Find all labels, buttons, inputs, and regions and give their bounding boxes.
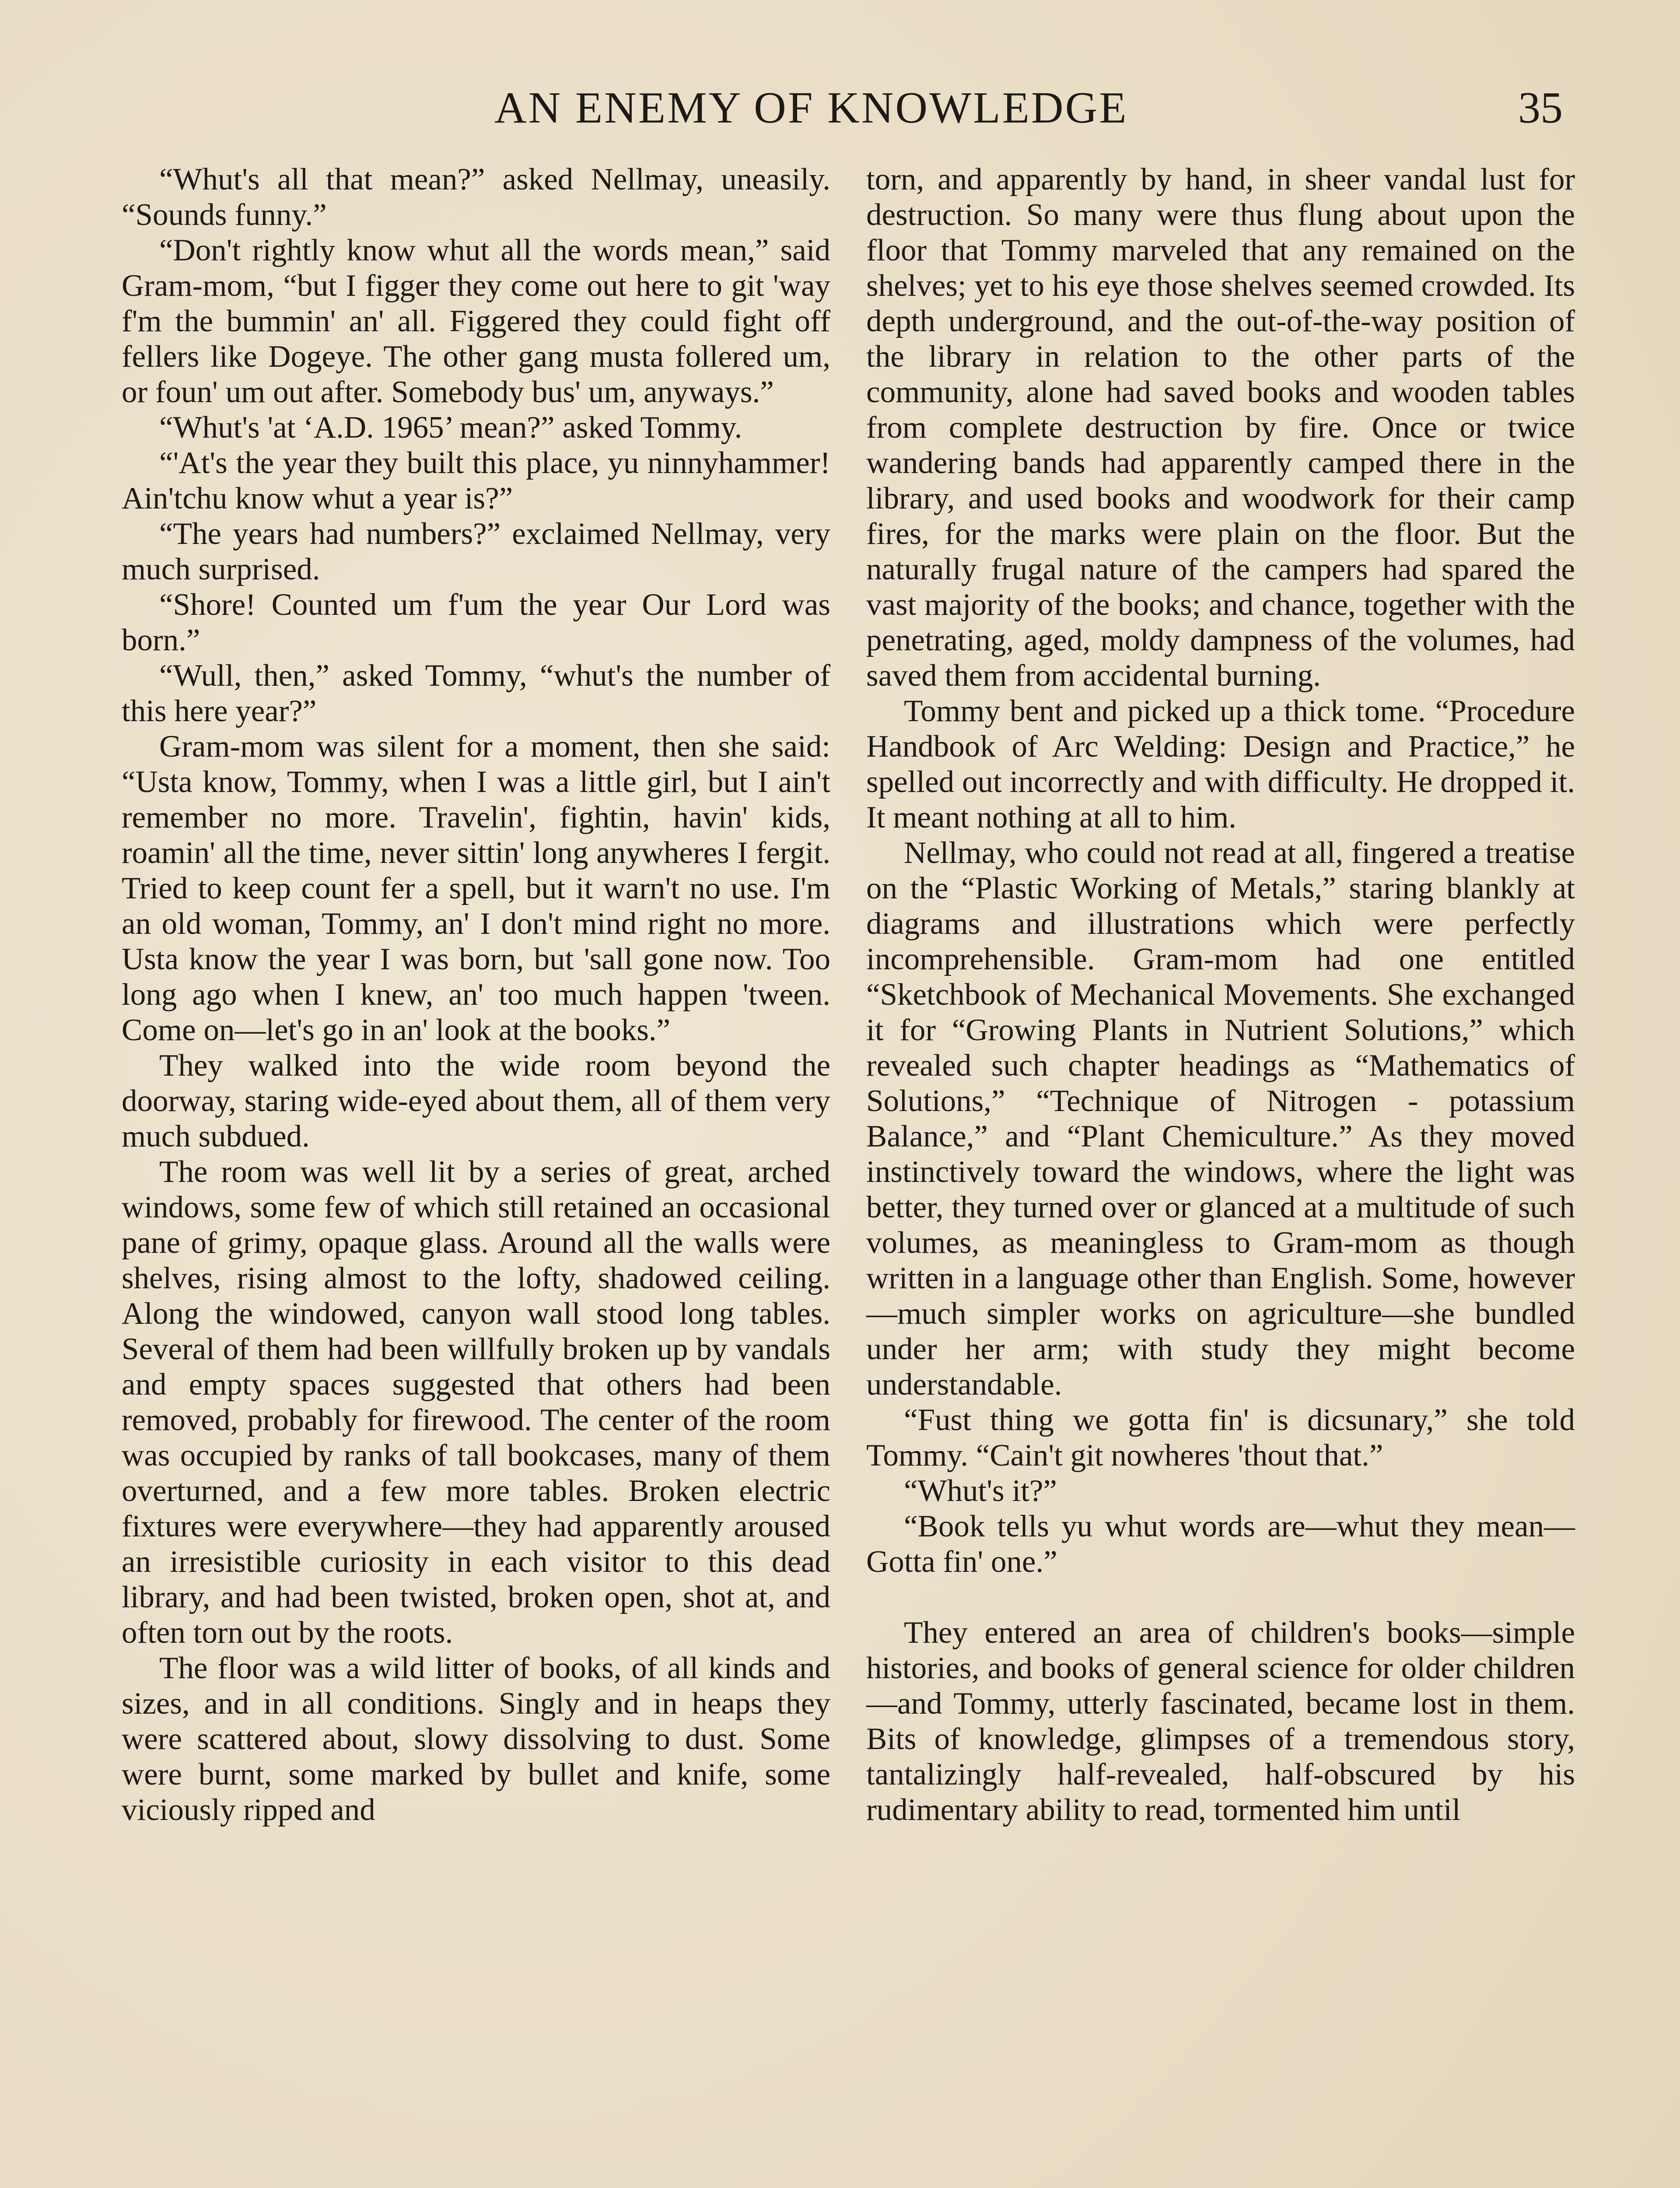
paragraph: torn, and apparently by hand, in sheer vandal lust for destruction. So many were thus flung about upon the floor that Tommy marveled that any remained on the shelves; yet to his eye those shelves seemed crowded. Its depth underground, and the out-of-the-way position of the library in relation to the other parts of the community, alone had saved books and wooden tables from complete destruction by fire. Once or twice wandering bands had apparently camped there in the library, and used books and woodwork for their camp fires, for the marks were plain on the floor. But the naturally frugal nature of the campers had spared the vast majority of the books; and chance, together with the penetrating, aged, moldy dampness of the volumes, had saved them from accidental burning. xyxy=(866,162,1575,693)
left-column xyxy=(122,162,830,1828)
paragraph: “Don't rightly know whut all the words mean,” said Gram-mom, “but I figger they come out here to git 'way f'm the bummin' an' all. Figgered they could fight off fellers like Dogeye. The other gang musta follered um, or foun' um out after. Somebody bus' um, anyways.” xyxy=(122,233,830,409)
paragraph: “'At's the year they built this place, yu ninnyhammer! Ain'tchu know whut a year is?” xyxy=(122,446,830,515)
paragraph: Nellmay, who could not read at all, fingered a treatise on the “Plastic Working of Metals,” staring blankly at diagrams and illustrations which were perfectly incomprehensible. Gram-mom had one entitled “Sketchbook of Mechanical Movements. She exchanged it for “Growing Plants in Nutrient Solutions,” which revealed such chapter headings as “Mathematics of Solutions,” “Technique of Nitrogen - potassium Balance,” and “Plant Chemiculture.” As they moved instinctively toward the windows, where the light was better, they turned over or glanced at a multitude of such volumes, as meaningless to Gram-mom as though written in a language other than English. Some, however—much simpler works on agriculture—she bundled under her arm; with study they might become understandable. xyxy=(866,836,1575,1402)
paragraph: They walked into the wide room beyond the doorway, staring wide-eyed about them, all of them very much subdued. xyxy=(122,1048,830,1154)
paragraph: “Fust thing we gotta fin' is dicsunary,” she told Tommy. “Cain't git nowheres 'thout that.” xyxy=(866,1403,1575,1473)
paragraph: The floor was a wild litter of books, of all kinds and sizes, and in all conditions. Singly and in heaps they were scattered about, slowy dissolving to dust. Some were burnt, some marked by bullet and knife, some viciously ripped and xyxy=(122,1651,830,1827)
paragraph: “Shore! Counted um f'um the year Our Lord was born.” xyxy=(122,588,830,657)
paragraph: They entered an area of children's books—simple histories, and books of general science for older children—and Tommy, utterly fascinated, became lost in them. Bits of knowledge, glimpses of a tremendous story, tantalizingly half-revealed, half-obscured by his rudimentary ability to read, tormented him until xyxy=(866,1616,1575,1827)
paragraph: “Whut's all that mean?” asked Nellmay, uneasily. “Sounds funny.” xyxy=(122,162,830,232)
paragraph: The room was well lit by a series of great, arched windows, some few of which still retained an occasional pane of grimy, opaque glass. Around all the walls were shelves, rising almost to the lofty, shadowed ceiling. Along the windowed, canyon wall stood long tables. Several of them had been willfully broken up by vandals and empty spaces suggested that others had been removed, probably for firewood. The center of the room was occupied by ranks of tall bookcases, many of them overturned, and a few more tables. Broken electric fixtures were everywhere—they had apparently aroused an irresistible curiosity in each visitor to this dead library, and had been twisted, broken open, shot at, and often torn out by the roots. xyxy=(122,1155,830,1650)
right-column xyxy=(866,162,1575,1828)
running-header xyxy=(0,83,1680,143)
paragraph: Tommy bent and picked up a thick tome. “Procedure Handbook of Arc Welding: Design and Practice,” he spelled out incorrectly and with difficulty. He dropped it. It meant nothing at all to him. xyxy=(866,694,1575,835)
running-title: AN ENEMY OF KNOWLEDGE xyxy=(494,83,1128,133)
paragraph: “The years had numbers?” exclaimed Nellmay, very much surprised. xyxy=(122,517,830,586)
paragraph: “Book tells yu whut words are—whut they mean—Gotta fin' one.” xyxy=(866,1509,1575,1579)
paragraph: Gram-mom was silent for a moment, then she said: “Usta know, Tommy, when I was a little girl, but I ain't remember no more. Travelin', fightin, havin' kids, roamin' all the time, never sittin' long anywheres I fergit. Tried to keep count fer a spell, but it warn't no use. I'm an old woman, Tommy, an' I don't mind right no more. Usta know the year I was born, but 'sall gone now. Too long ago when I knew, an' too much happen 'tween. Come on—let's go in an' look at the books.” xyxy=(122,729,830,1047)
paragraph: “Whut's 'at ‘A.D. 1965’ mean?” asked Tommy. xyxy=(159,410,742,445)
paragraph: “Whut's it?” xyxy=(904,1474,1057,1508)
page-number: 35 xyxy=(1518,83,1563,133)
paragraph: “Wull, then,” asked Tommy, “whut's the number of this here year?” xyxy=(122,659,830,728)
